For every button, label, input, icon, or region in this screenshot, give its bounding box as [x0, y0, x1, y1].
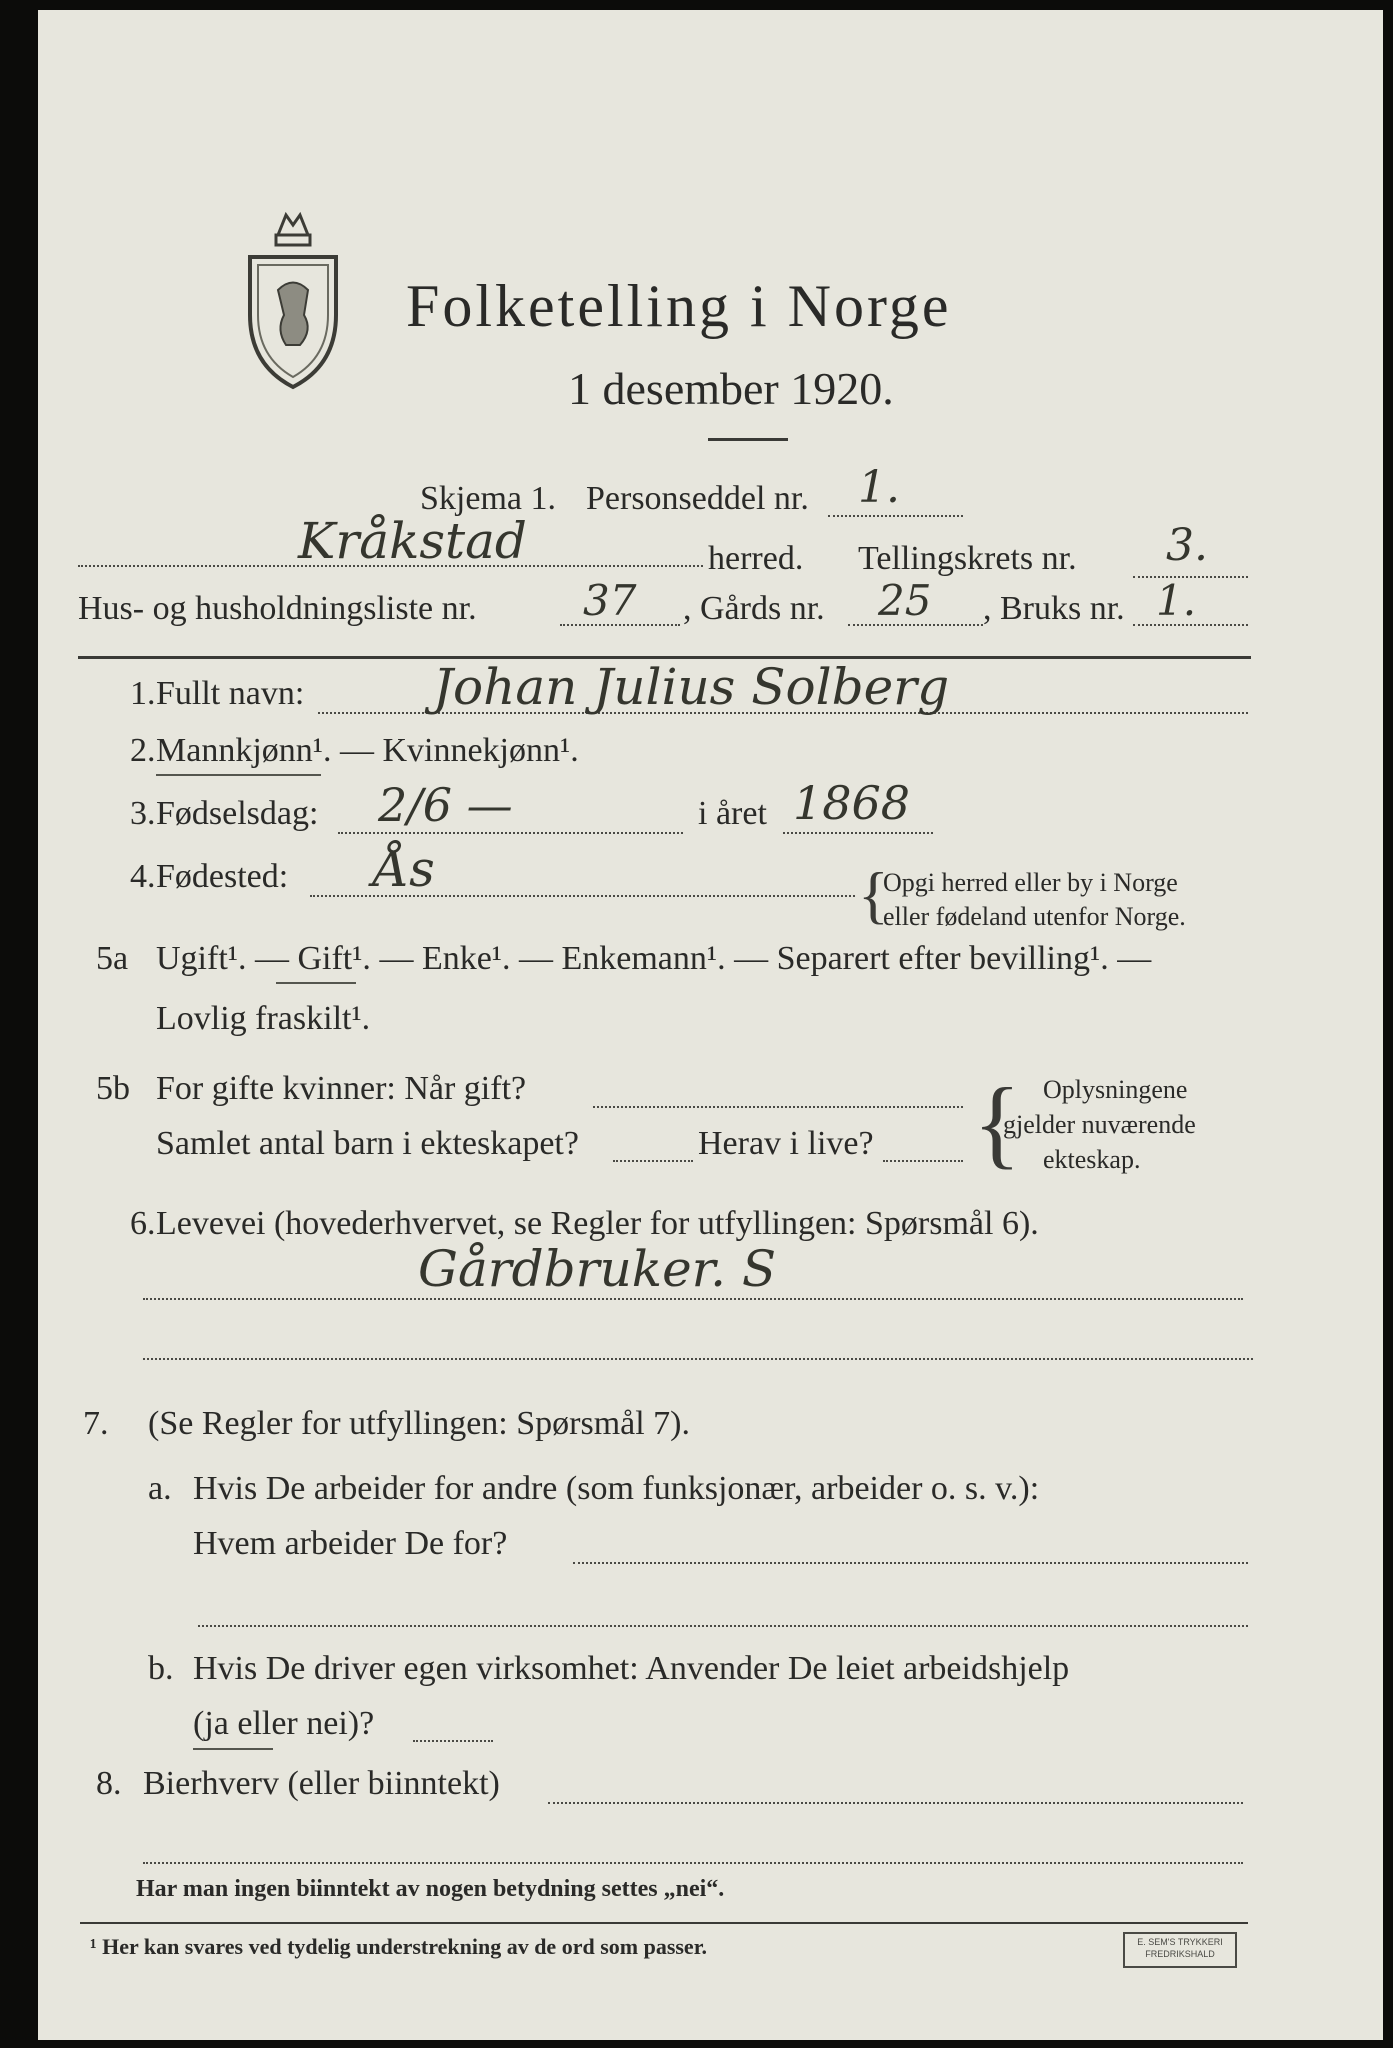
footer-note: Har man ingen biinntekt av nogen betydning settes „nei“. — [136, 1876, 725, 1902]
married-when-field[interactable] — [593, 1106, 963, 1108]
q3-year-label: i året — [698, 795, 767, 832]
q3-number: 3. — [130, 795, 156, 832]
option-female[interactable]: Kvinnekjønn¹. — [382, 732, 579, 769]
q1-number: 1. — [130, 675, 156, 712]
husliste-value: 37 — [583, 576, 637, 625]
male-underline-mark — [156, 774, 321, 776]
tellingskrets-value: 3. — [1166, 520, 1208, 571]
q5b-note1: Oplysningene — [1043, 1075, 1188, 1104]
children-count-field[interactable] — [613, 1160, 693, 1162]
children-alive-field[interactable] — [883, 1160, 963, 1162]
q4-label: Fødested: — [156, 858, 289, 895]
gards-value: 25 — [878, 576, 932, 625]
q5b-label1: For gifte kvinner: Når gift? — [156, 1070, 527, 1107]
q5b-label2: Samlet antal barn i ekteskapet? — [156, 1125, 579, 1162]
birthplace-value: Ås — [373, 840, 435, 898]
birthdate-value: 2/6 — — [378, 778, 513, 832]
q4-number: 4. — [130, 858, 156, 895]
herred-label: herred. — [708, 540, 804, 577]
occupation-value: Gårdbruker. S — [418, 1240, 777, 1298]
q4-note-line1: Opgi herred eller by i Norge — [883, 868, 1178, 897]
skjema-label: Skjema 1. — [420, 480, 556, 517]
occupation-field-2[interactable] — [143, 1358, 1253, 1360]
title-divider — [708, 438, 788, 441]
q4-note-line2: eller fødeland utenfor Norge. — [883, 902, 1186, 931]
occupation-field-1[interactable] — [143, 1298, 1243, 1300]
q7a-line1: Hvis De arbeider for andre (som funksjonær, arbeider o. s. v.): — [193, 1470, 1040, 1507]
q6-number: 6. — [130, 1205, 156, 1242]
gards-label: , Gårds nr. — [683, 590, 825, 627]
q7a-line2: Hvem arbeider De for? — [193, 1525, 508, 1562]
census-form-sheet — [38, 10, 1383, 2040]
q4-brace: { — [858, 859, 889, 930]
q5b-note3: ekteskap. — [1043, 1145, 1141, 1174]
form-title: Folketelling i Norge — [406, 273, 952, 339]
q7-number: 7. — [83, 1405, 109, 1442]
q5b-number: 5b — [96, 1070, 130, 1107]
birthdate-field[interactable] — [338, 832, 683, 834]
q7-label: (Se Regler for utfyllingen: Spørsmål 7). — [148, 1405, 691, 1442]
gift-underline-mark — [276, 982, 356, 984]
census-date: 1 desember 1920. — [568, 363, 894, 414]
bruks-label: , Bruks nr. — [983, 590, 1125, 627]
option-male[interactable]: Mannkjønn¹. — [156, 732, 332, 769]
q5b-brace: { — [973, 1067, 1021, 1178]
q5a-options: Ugift¹. — Gift¹. — Enke¹. — Enkemann¹. — Separert efter bevilling¹. — — [156, 940, 1152, 977]
secondary-income-field-2[interactable] — [143, 1862, 1243, 1864]
q7b-line2: (ja eller nei)? — [193, 1705, 375, 1742]
printer-stamp: E. SEM'S TRYKKERI FREDRIKSHALD — [1123, 1932, 1237, 1968]
ja-underline-mark — [193, 1748, 273, 1750]
q1-label: Fullt navn: — [156, 675, 305, 712]
option-ugift[interactable]: Ugift¹. — [156, 940, 247, 977]
footer-rule — [80, 1922, 1248, 1924]
q7b-letter: b. — [148, 1650, 174, 1687]
q6-label: Levevei (hovederhvervet, se Regler for utfyllingen: Spørsmål 6). — [156, 1205, 1039, 1242]
herred-value: Kråkstad — [298, 512, 527, 570]
bruks-value: 1. — [1156, 576, 1197, 625]
husliste-label: Hus- og husholdningsliste nr. — [78, 590, 477, 627]
birthyear-field[interactable] — [783, 832, 933, 834]
q2-options: Mannkjønn¹. — Kvinnekjønn¹. — [156, 732, 579, 769]
q5b-label3: Herav i live? — [698, 1125, 874, 1162]
secondary-income-field-1[interactable] — [548, 1802, 1243, 1804]
option-other-statuses[interactable]: — Enke¹. — Enkemann¹. — Separert efter bevilling¹. — — [379, 940, 1152, 977]
coat-of-arms-icon — [238, 195, 348, 395]
q5a-line2[interactable]: Lovlig fraskilt¹. — [156, 1000, 371, 1037]
birthyear-value: 1868 — [793, 776, 911, 830]
q7b-line1: Hvis De driver egen virksomhet: Anvender De leiet arbeidshjelp — [193, 1650, 1070, 1687]
q7a-letter: a. — [148, 1470, 172, 1507]
hired-help-field[interactable] — [413, 1740, 493, 1742]
personseddel-field[interactable] — [828, 515, 963, 517]
q5b-note2: gjelder nuværende — [1003, 1110, 1196, 1139]
employer-field-2[interactable] — [198, 1625, 1248, 1627]
q5a-number: 5a — [96, 940, 129, 977]
personseddel-label: Personseddel nr. — [586, 480, 809, 517]
employer-field-1[interactable] — [573, 1562, 1248, 1564]
personseddel-value: 1. — [858, 462, 900, 513]
full-name-value: Johan Julius Solberg — [433, 658, 950, 716]
q2-number: 2. — [130, 732, 156, 769]
footnote: ¹ Her kan svares ved tydelig understrekning av de ord som passer. — [90, 1934, 707, 1959]
tellingskrets-label: Tellingskrets nr. — [858, 540, 1077, 577]
option-gift[interactable]: Gift¹. — [297, 940, 371, 977]
q8-number: 8. — [96, 1765, 122, 1802]
q8-label: Bierhverv (eller biinntekt) — [143, 1765, 500, 1802]
q3-label: Fødselsdag: — [156, 795, 319, 832]
